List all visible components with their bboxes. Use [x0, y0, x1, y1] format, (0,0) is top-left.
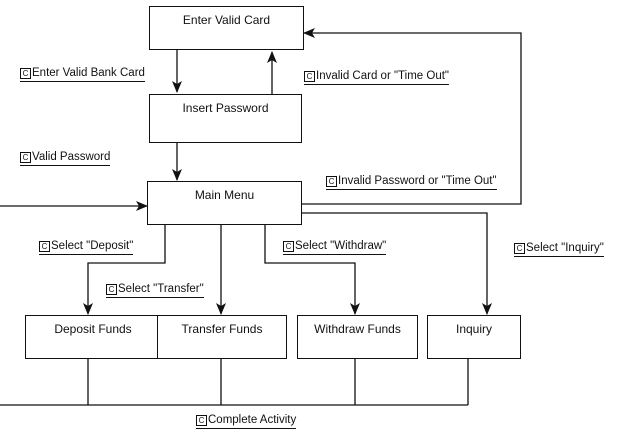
label-invalid-card: [304, 70, 449, 85]
condition-icon: C: [20, 152, 31, 163]
condition-icon: C: [283, 241, 294, 252]
state-deposit-funds: [25, 315, 161, 359]
condition-icon: C: [196, 415, 207, 426]
state-transfer-funds-label: Transfer Funds: [181, 322, 263, 336]
state-inquiry-label: Inquiry: [455, 322, 493, 336]
state-enter-valid-card: [149, 6, 304, 50]
label-select-inquiry: [514, 242, 604, 257]
label-select-deposit: [39, 240, 133, 255]
label-select-deposit-text: Select "Deposit": [51, 240, 134, 252]
condition-icon: C: [106, 284, 117, 295]
state-main-menu-label: Main Menu: [194, 188, 255, 202]
label-valid-password: [20, 151, 110, 166]
label-select-inquiry-text: Select "Inquiry": [526, 242, 604, 254]
condition-icon: C: [304, 71, 315, 82]
label-select-withdraw-text: Select "Withdraw": [295, 240, 387, 252]
label-select-withdraw: [283, 240, 386, 255]
condition-icon: C: [39, 241, 50, 252]
state-inquiry: [427, 315, 521, 359]
condition-icon: C: [326, 176, 337, 187]
state-withdraw-funds-label: Withdraw Funds: [314, 322, 401, 336]
arrow-menu-to-deposit: [88, 225, 165, 314]
label-complete-activity: [196, 414, 296, 429]
state-insert-password-label: Insert Password: [182, 101, 269, 115]
state-transfer-funds: [157, 315, 287, 359]
label-select-transfer: [106, 283, 204, 298]
label-valid-password-text: Valid Password: [32, 151, 111, 163]
condition-icon: C: [20, 68, 31, 79]
label-invalid-card-text: Invalid Card or "Time Out": [316, 70, 450, 82]
state-deposit-funds-label: Deposit Funds: [54, 322, 132, 336]
label-complete-activity-text: Complete Activity: [208, 414, 297, 426]
label-invalid-password-text: Invalid Password or "Time Out": [338, 175, 497, 187]
condition-icon: C: [514, 243, 525, 254]
state-insert-password: [149, 94, 302, 143]
label-select-transfer-text: Select "Transfer": [118, 283, 204, 295]
label-invalid-password: [326, 175, 497, 190]
state-main-menu: [147, 181, 302, 225]
state-enter-valid-card-label: Enter Valid Card: [182, 13, 271, 27]
state-withdraw-funds: [297, 315, 418, 359]
label-enter-valid-bank-card: [20, 67, 145, 82]
label-enter-valid-bank-card-text: Enter Valid Bank Card: [32, 67, 145, 79]
arrow-menu-to-withdraw: [265, 225, 355, 314]
